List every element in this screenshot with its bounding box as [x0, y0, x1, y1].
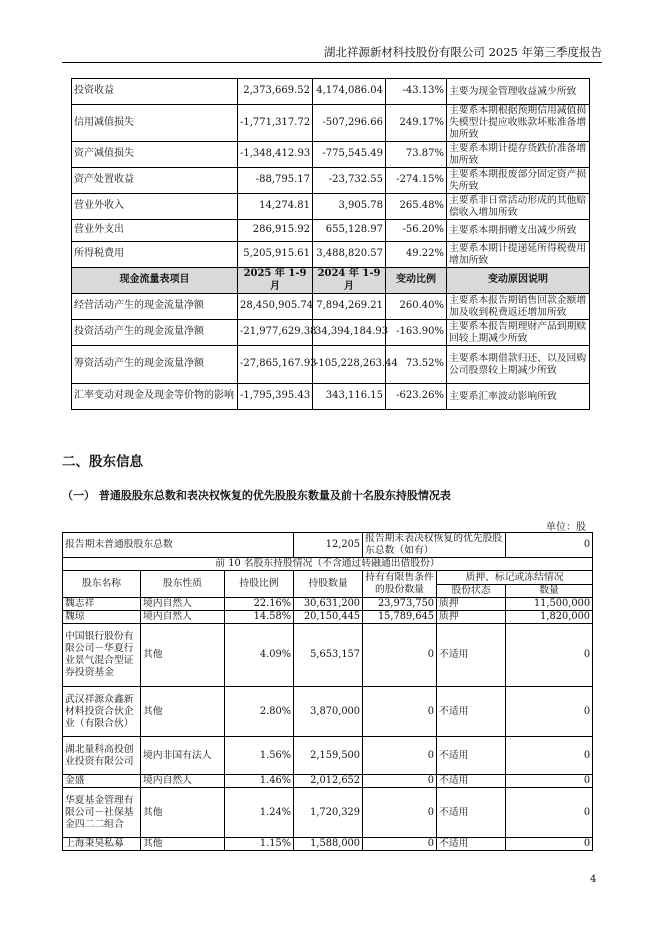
- ratio-cell: 73.87%: [386, 142, 447, 168]
- section-subtitle: （一） 普通股股东总数和表决权恢复的优先股股东数量及前十名股东持股情况表: [62, 489, 451, 502]
- current-cell: 286,915.92: [238, 220, 313, 242]
- table-row: [63, 611, 593, 624]
- holder-qty: 2,012,652: [294, 775, 363, 788]
- header-divider: [62, 62, 602, 63]
- total-value: 12,205: [294, 533, 363, 558]
- table-row: [72, 79, 590, 105]
- pref-value: 0: [506, 533, 593, 558]
- ratio-cell: 249.17%: [386, 105, 447, 142]
- holder-status: 不适用: [437, 775, 506, 788]
- holder-qty: 1,720,329: [294, 788, 363, 838]
- current-cell: -1,348,412.93: [238, 142, 313, 168]
- item-cell: 投资活动产生的现金流量净额: [72, 320, 238, 346]
- holder-qty: 30,631,200: [294, 598, 363, 611]
- col-pledge-header: 质押、标记或冻结情况: [437, 571, 593, 585]
- header-cell: 变动原因说明: [447, 268, 590, 294]
- page-number: 4: [590, 874, 597, 885]
- change-analysis-table: [71, 78, 590, 410]
- item-cell: 信用减值损失: [72, 105, 238, 142]
- holder-restricted: 23,973,750: [363, 598, 437, 611]
- holder-pledge-qty: 1,820,000: [506, 611, 593, 624]
- holder-restricted: 0: [363, 788, 437, 838]
- col-nature-header: 股东性质: [141, 571, 225, 598]
- col-name-header: 股东名称: [63, 571, 141, 598]
- item-cell: 所得税费用: [72, 242, 238, 268]
- previous-cell: 343,116.15: [313, 384, 386, 410]
- table-row: [72, 194, 590, 220]
- item-cell: 营业外收入: [72, 194, 238, 220]
- reason-cell: 主要系本期计提递延所得税费用增加所致: [447, 242, 590, 268]
- holder-nature: 其他: [141, 624, 225, 687]
- holder-nature: 境内自然人: [141, 611, 225, 624]
- reason-cell: 主要系本期计提存货跌价准备增加所致: [447, 142, 590, 168]
- previous-cell: 34,394,184.93: [313, 320, 386, 346]
- reason-cell: 主要系本期捐赠支出减少所致: [447, 220, 590, 242]
- reason-cell: 主要系本期借款归还、以及回购公司股票较上期减少所致: [447, 346, 590, 384]
- item-cell: 营业外支出: [72, 220, 238, 242]
- total-label: 报告期末普通股股东总数: [63, 533, 294, 558]
- holder-name: 湖北量科高投创业投资有限公司: [63, 737, 141, 775]
- table-row: [72, 384, 590, 410]
- table-row: [72, 220, 590, 242]
- table-row: [63, 687, 593, 737]
- holder-pledge-qty: 0: [506, 624, 593, 687]
- current-cell: -1,795,395.43: [238, 384, 313, 410]
- holder-status: 不适用: [437, 687, 506, 737]
- holder-status: 不适用: [437, 737, 506, 775]
- holder-status: 质押: [437, 611, 506, 624]
- holder-restricted: 0: [363, 624, 437, 687]
- holder-ratio: 1.56%: [225, 737, 294, 775]
- income-items-body: [72, 79, 590, 410]
- holder-name: 武汉祥源众鑫新材料投资合伙企业（有限合伙）: [63, 687, 141, 737]
- ratio-cell: -274.15%: [386, 168, 447, 194]
- table-row: [72, 242, 590, 268]
- holder-restricted: 15,789,645: [363, 611, 437, 624]
- item-cell: 资产处置收益: [72, 168, 238, 194]
- col-restricted-header: 持有有限售条件的股份数量: [363, 571, 437, 598]
- holder-ratio: 1.24%: [225, 788, 294, 838]
- item-cell: 投资收益: [72, 79, 238, 105]
- holder-name: 魏琼: [63, 611, 141, 624]
- item-cell: 资产减值损失: [72, 142, 238, 168]
- holder-ratio: 22.16%: [225, 598, 294, 611]
- ratio-cell: -163.90%: [386, 320, 447, 346]
- holder-restricted: 0: [363, 737, 437, 775]
- holder-nature: 其他: [141, 838, 225, 851]
- holder-qty: 1,588,000: [294, 838, 363, 851]
- ratio-cell: 260.40%: [386, 294, 447, 320]
- previous-cell: 7,894,269.21: [313, 294, 386, 320]
- unit-label: 单位：股: [546, 522, 586, 533]
- current-cell: 28,450,905.74: [238, 294, 313, 320]
- ratio-cell: -623.26%: [386, 384, 447, 410]
- holder-status: 质押: [437, 598, 506, 611]
- ratio-cell: 49.22%: [386, 242, 447, 268]
- col-ratio-header: 持股比例: [225, 571, 294, 598]
- holder-name: 金盛: [63, 775, 141, 788]
- reason-cell: 主要系非日常活动形成的其他赔偿收入增加所致: [447, 194, 590, 220]
- reason-cell: 主要系汇率波动影响所致: [447, 384, 590, 410]
- totals-row: [63, 533, 593, 558]
- previous-cell: 3,488,820.57: [313, 242, 386, 268]
- holder-pledge-qty: 0: [506, 775, 593, 788]
- current-cell: 14,274.81: [238, 194, 313, 220]
- item-cell: 汇率变动对现金及现金等价物的影响: [72, 384, 238, 410]
- current-cell: -88,795.17: [238, 168, 313, 194]
- table-row: [63, 838, 593, 851]
- holder-pledge-qty: 0: [506, 687, 593, 737]
- holder-ratio: 14.58%: [225, 611, 294, 624]
- reason-cell: 主要系本报告期销售回款金额增加及收到税费返还增加所致: [447, 294, 590, 320]
- item-cell: 筹资活动产生的现金流量净额: [72, 346, 238, 384]
- holder-status: 不适用: [437, 838, 506, 851]
- header-row: [63, 571, 593, 585]
- holder-nature: 境内自然人: [141, 775, 225, 788]
- holder-restricted: 0: [363, 687, 437, 737]
- holder-ratio: 4.09%: [225, 624, 294, 687]
- holder-pledge-qty: 11,500,000: [506, 598, 593, 611]
- table-row: [72, 346, 590, 384]
- current-cell: -27,865,167.93: [238, 346, 313, 384]
- header-cell: 2024 年 1-9 月: [313, 268, 386, 294]
- pref-label: 报告期末表决权恢复的优先股股东总数（如有）: [363, 533, 506, 558]
- col-qty-header: 持股数量: [294, 571, 363, 598]
- current-cell: -21,977,629.38: [238, 320, 313, 346]
- page-header-title: 湖北祥源新材科技股份有限公司 2025 年第三季度报告: [323, 45, 602, 59]
- holder-nature: 其他: [141, 687, 225, 737]
- header-cell: 现金流量表项目: [72, 268, 238, 294]
- table-row: [63, 788, 593, 838]
- col-pqty-header: 数量: [506, 585, 593, 598]
- holder-pledge-qty: 0: [506, 788, 593, 838]
- holder-nature: 境内自然人: [141, 598, 225, 611]
- top10-caption-row: [63, 558, 593, 571]
- previous-cell: 4,174,086.04: [313, 79, 386, 105]
- holder-status: 不适用: [437, 624, 506, 687]
- reason-cell: 主要系本期根据预期信用减值损失模型计提应收账款坏账准备增加所致: [447, 105, 590, 142]
- shareholders-table: [62, 532, 593, 851]
- ratio-cell: -56.20%: [386, 220, 447, 242]
- current-cell: -1,771,317.72: [238, 105, 313, 142]
- ratio-cell: 73.52%: [386, 346, 447, 384]
- previous-cell: -23,732.55: [313, 168, 386, 194]
- header-cell: 变动比例: [386, 268, 447, 294]
- ratio-cell: -43.13%: [386, 79, 447, 105]
- cashflow-header-row: [72, 268, 590, 294]
- holder-qty: 3,870,000: [294, 687, 363, 737]
- table-row: [63, 737, 593, 775]
- holder-pledge-qty: 0: [506, 737, 593, 775]
- holder-ratio: 1.46%: [225, 775, 294, 788]
- ratio-cell: 265.48%: [386, 194, 447, 220]
- table-row: [72, 320, 590, 346]
- table-row: [63, 598, 593, 611]
- item-cell: 经营活动产生的现金流量净额: [72, 294, 238, 320]
- reason-cell: 主要系本期报废部分固定资产损失所致: [447, 168, 590, 194]
- previous-cell: -507,296.66: [313, 105, 386, 142]
- reason-cell: 主要为现金管理收益减少所致: [447, 79, 590, 105]
- table-row: [72, 294, 590, 320]
- holder-qty: 20,150,445: [294, 611, 363, 624]
- holder-name: 中国银行股份有限公司－华夏行业景气混合型证券投资基金: [63, 624, 141, 687]
- holder-restricted: 0: [363, 775, 437, 788]
- holder-name: 华夏基金管理有限公司－社保基金四二二组合: [63, 788, 141, 838]
- holder-ratio: 1.15%: [225, 838, 294, 851]
- previous-cell: 655,128.97: [313, 220, 386, 242]
- holder-nature: 其他: [141, 788, 225, 838]
- holder-ratio: 2.80%: [225, 687, 294, 737]
- section-title: 二、股东信息: [62, 454, 143, 470]
- holder-name: 魏志祥: [63, 598, 141, 611]
- table-row: [63, 775, 593, 788]
- table-row: [72, 168, 590, 194]
- holder-restricted: 0: [363, 838, 437, 851]
- table-row: [72, 105, 590, 142]
- reason-cell: 主要系本报告期理财产品到期赎回较上期减少所致: [447, 320, 590, 346]
- holder-pledge-qty: 0: [506, 838, 593, 851]
- holder-qty: 5,653,157: [294, 624, 363, 687]
- holder-status: 不适用: [437, 788, 506, 838]
- previous-cell: 3,905.78: [313, 194, 386, 220]
- current-cell: 2,373,669.52: [238, 79, 313, 105]
- previous-cell: -105,228,263.44: [313, 346, 386, 384]
- top10-caption: 前 10 名股东持股情况（不含通过转融通出借股份）: [63, 558, 593, 571]
- table-row: [72, 142, 590, 168]
- header-cell: 2025 年 1-9 月: [238, 268, 313, 294]
- previous-cell: -775,545.49: [313, 142, 386, 168]
- col-status-header: 股份状态: [437, 585, 506, 598]
- table-row: [63, 624, 593, 687]
- holder-nature: 境内非国有法人: [141, 737, 225, 775]
- holder-name: 上海秉昊私募: [63, 838, 141, 851]
- holder-qty: 2,159,500: [294, 737, 363, 775]
- current-cell: 5,205,915.61: [238, 242, 313, 268]
